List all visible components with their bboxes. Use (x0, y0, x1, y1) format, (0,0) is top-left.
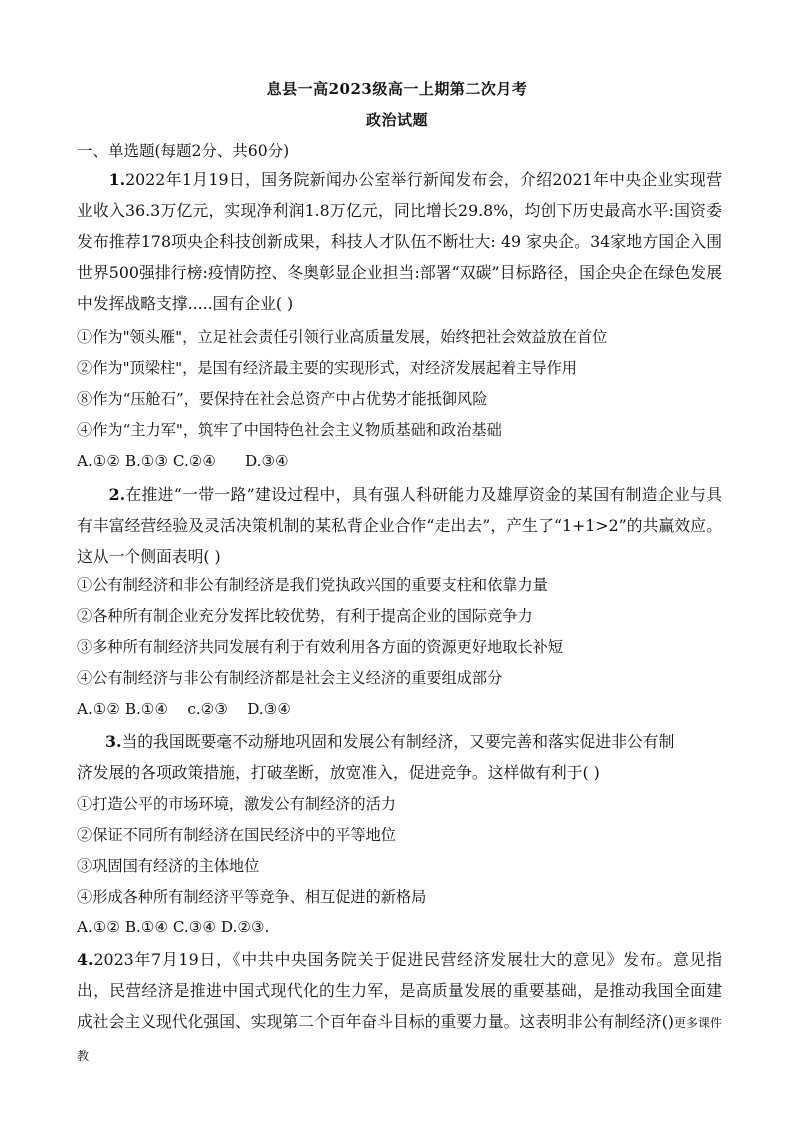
question-3-option-1: ①打造公平的市场环境，激发公有制经济的活力 (77, 795, 396, 813)
question-2-stem (77, 479, 722, 572)
question-4-tail: 更多课件教 (77, 1016, 722, 1063)
question-1-number: 1. (108, 170, 126, 189)
question-2-option-1: ①公有制经济和非公有制经济是我们党执政兴国的重要支柱和依靠力量 (77, 576, 548, 594)
question-2-option-4: ④公有制经济与非公有制经济都是社会主义经济的重要组成部分 (77, 669, 503, 687)
question-1-option-3: ⑧作为“压舱石”，要保持在社会总资产中占优势才能抵御风险 (77, 390, 488, 408)
question-4-text: 2023年7月19日，《中共中央国务院关于促进民营经济发展壮大的意见》发布。意见指出，民营经济是推进中国式现代化的生力军，是高质量发展的重要基础，是推动我国全面建成社会主义现代化强国、实现第二个百年奋斗目标的重要力量。这表明非公有制经济() (77, 950, 722, 1031)
question-4-stem (77, 944, 722, 1072)
question-3-stem-line-1 (105, 732, 674, 752)
question-1-option-2: ②作为"顶梁柱"，是国有经济最主要的实现形式，对经济发展起着主导作用 (77, 359, 577, 377)
question-2-option-2: ②各种所有制企业充分发挥比较优势，有利于提高企业的国际竞争力 (77, 607, 533, 625)
question-1-option-1: ①作为"领头雁"，立足社会责任引领行业高质量发展，始终把社会效益放在首位 (77, 328, 608, 346)
question-1-option-4: ④作为“主力军"，筑牢了中国特色社会主义物质基础和政治基础 (77, 421, 502, 439)
question-1-answers: A.①② B.①③ C.②④ D.③④ (77, 452, 289, 470)
question-3-option-4: ④形成各种所有制经济平等竞争、相互促进的新格局 (77, 888, 427, 906)
question-3-option-2: ②保证不同所有制经济在国民经济中的平等地位 (77, 826, 396, 844)
question-2-text: 在推进“一带一路”建设过程中，具有强人科研能力及雄厚资金的某国有制造企业与具有丰富经营经验及灵活决策机制的某私背企业合作“走出去”，产生了“1+1>2”的共赢效应。这从一个侧面表明( ) (77, 485, 722, 566)
question-3-stem-line-2: 济发展的各项政策措施，打破垄断，放宽准入，促进竞争。这样做有利于( ) (77, 763, 600, 782)
question-3-answers: A.①② B.①④ C.③④ D.②③. (77, 918, 270, 936)
question-2-option-3: ③多种所有制经济共同发展有利于有效利用各方面的资源更好地取长补短 (77, 638, 563, 656)
question-1-stem (77, 164, 722, 319)
exam-title: 息县一高2023级高一上期第二次月考 (266, 80, 528, 98)
question-3-text-line-1: 当的我国既要毫不动掰地巩固和发展公有制经济，又要完善和落实促进非公有制 (121, 732, 675, 751)
question-2-number: 2. (108, 485, 126, 504)
exam-subtitle: 政治试题 (365, 111, 428, 129)
section-heading: 一、单选题(每题2分、共60分) (77, 142, 290, 160)
question-4-number: 4. (77, 950, 94, 969)
question-2-answers: A.①② B.①④ c.②③ D.③④ (77, 700, 291, 718)
question-3-number: 3. (105, 732, 122, 751)
question-3-option-3: ③巩固国有经济的主体地位 (77, 857, 260, 875)
question-1-text: 2022年1月19日，国务院新闻办公室举行新闻发布会，介绍2021年中央企业实现营业收入36.3万亿元，实现净利润1.8万亿元，同比增长29.8%，均创下历史最高水平:国资委发布推荐178项央企科技创新成果，科技人才队伍不断壮大: 49 家央企。34家地方国企入围世界500强排行榜:疫情防控、冬奥彰显企业担当:部署“双碳”目标路径，国企央企在绿色发展中发挥战略支撑.....国有企业( ) (77, 170, 722, 313)
